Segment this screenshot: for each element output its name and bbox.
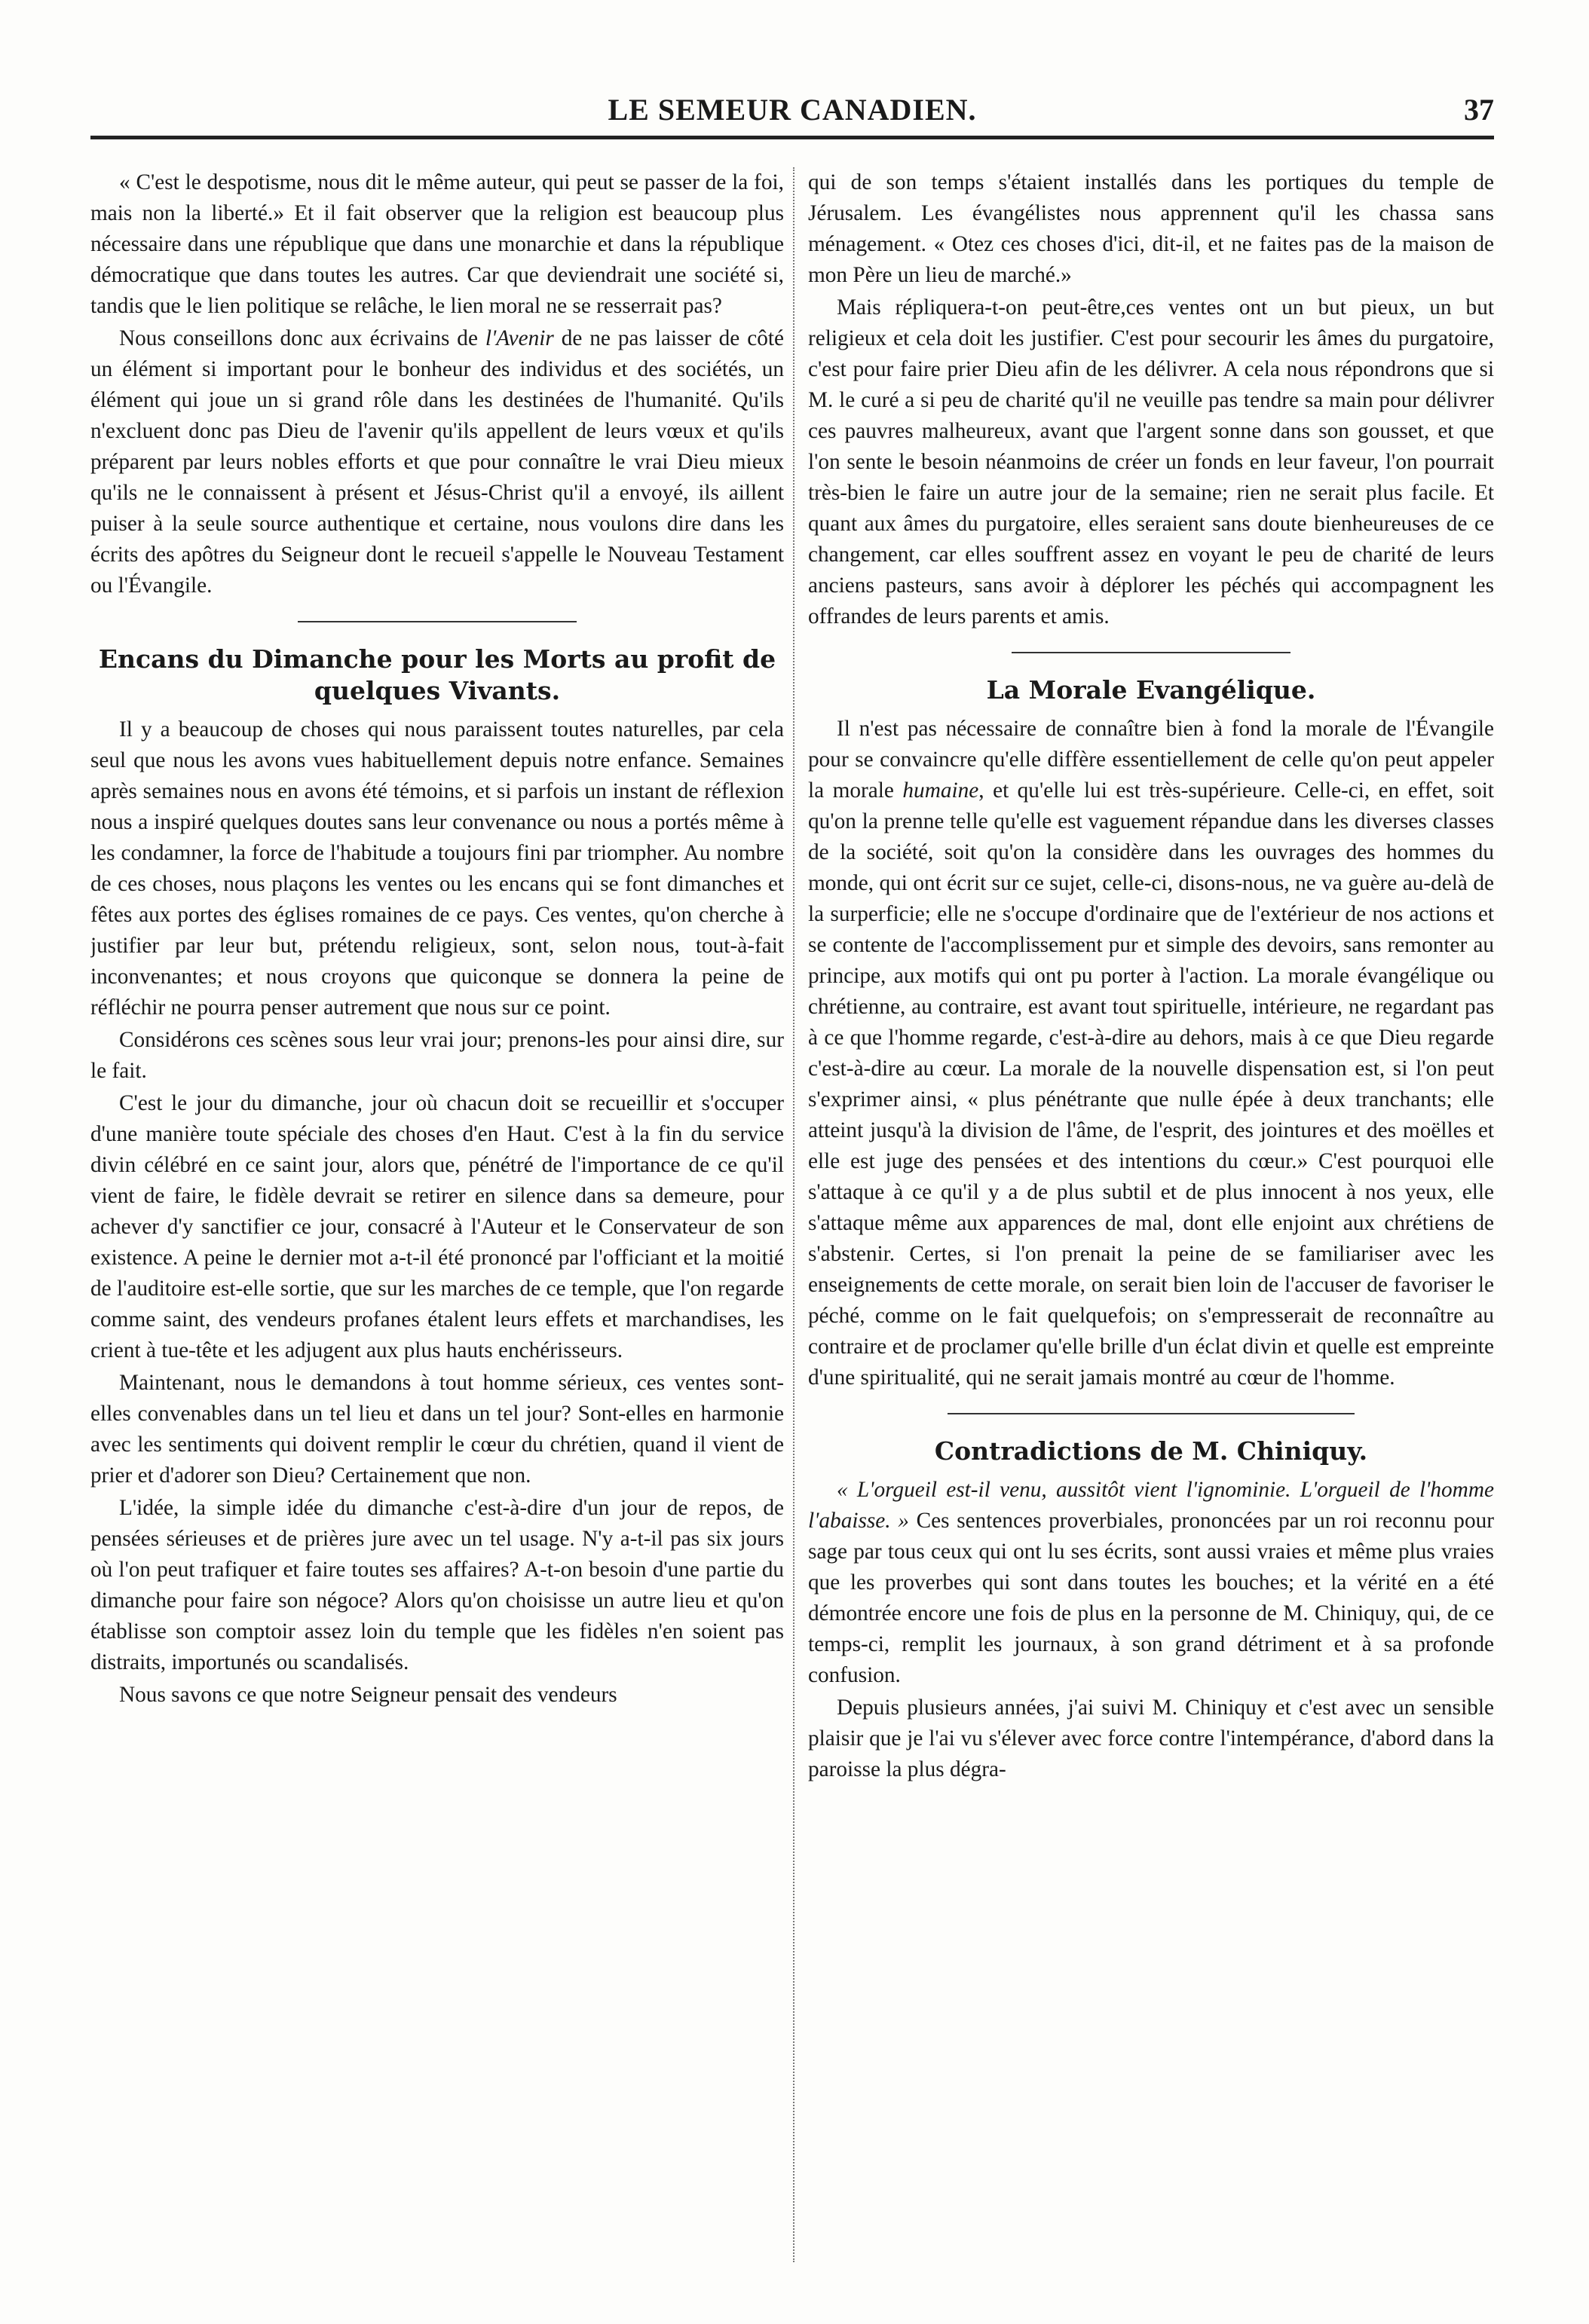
paragraph: Il n'est pas nécessaire de connaître bien à fond la morale de l'Évangile pour se convaincre qu'elle diffère essentiellement de celle qu'on peut appeler la morale humaine, et qu'elle lui est très-supérieure. Celle-ci, en effet, soit qu'on la prenne telle qu'elle est vaguement répandue dans les diverses classes de la société, soit qu'on la considère dans les ouvrages des hommes du monde, qui ont écrit sur ce sujet, celle-ci, disons-nous, ne va guère au-delà de la surperficie; elle ne s'occupe d'ordinaire que de l'extérieur de nos actions et se contente de l'accomplissement pur et simple des devoirs, sans remonter au principe, aux motifs qui ont pu porter à l'action. La morale évangélique ou chrétienne, au contraire, est avant tout spirituelle, intérieure, ne regardant pas à ce que l'homme regarde, c'est-à-dire au dehors, mais à ce que Dieu regarde c'est-à-dire au cœur. La morale de la nouvelle dispensation est, si l'on peut s'exprimer ainsi, « plus pénétrante que nulle épée à deux tranchants; elle atteint jusqu'à la division de l'âme, de l'esprit, des jointures et des moëlles et elle est juge des pensées et des intentions du cœur.» C'est pourquoi elle s'attaque à ce qu'il y a de plus subtil et de plus innocent à nos yeux, elle s'attaque même aux apparences de mal, dont elle enjoint aux chrétiens de s'abstenir. Certes, si l'on prenait la peine de se familiariser avec les enseignements de cette morale, on serait bien loin de l'accuser de favoriser le péché, comme on le fait quelquefois; on s'empresserait de reconnaître au contraire et de proclamer qu'elle brille d'un éclat divin et quelle est empreinte d'une spiritualité, qui ne serait jamais montré au cœur de l'homme. <box>808 717 1494 1390</box>
page-number: 37 <box>1464 93 1494 127</box>
article-title: La Morale Evangélique. <box>986 675 1316 705</box>
paragraph: « C'est le despotisme, nous dit le même auteur, qui peut se passer de la foi, mais non la liberté.» Et il fait observer que la religion est beaucoup plus nécessaire dans une république que dans une monarchie et dans la république démocratique que dans toutes les autres. Car que deviendrait une société si, tandis que le lien politique se relâche, le lien moral ne se resserrait pas? <box>90 170 784 318</box>
paragraph: Maintenant, nous le demandons à tout homme sérieux, ces ventes sont-elles convenables dans un tel lieu et dans un tel jour? Sont-elles en harmonie avec les sentiments qui doivent remplir le cœur du chrétien, quand il vient de prier et d'adorer son Dieu? Certainement que non. <box>90 1371 784 1488</box>
page-header <box>90 89 1494 142</box>
article-title: Contradictions de M. Chiniquy. <box>934 1436 1368 1466</box>
paragraph: Considérons ces scènes sous leur vrai jour; prenons-les pour ainsi dire, sur le fait. <box>90 1028 784 1083</box>
italic-text: l'Avenir <box>485 326 554 350</box>
italic-text: « L'orgueil est-il venu, aussitôt vient l'ignominie. L'orgueil de l'homme l'abaisse. » <box>808 1478 1494 1533</box>
italic-text: humaine <box>902 778 979 803</box>
right-column <box>808 167 1494 2262</box>
section-divider <box>1012 652 1290 653</box>
paragraph: « L'orgueil est-il venu, aussitôt vient l'ignominie. L'orgueil de l'homme l'abaisse. » Ces sentences proverbiales, prononcées par un roi reconnu pour sage par tous ceux qui ont lu ses écrits, sont aussi vraies et même plus vraies que les proverbes qui sont dans toutes les bouches; et la vérité en a été démontrée encore une fois de plus en la personne de M. Chiniquy, qui, de ce temps-ci, remplit les journaux, à son grand détriment et à sa profonde confusion. <box>808 1478 1494 1687</box>
paragraph: Nous savons ce que notre Seigneur pensait des vendeurs <box>119 1683 617 1707</box>
paragraph: qui de son temps s'étaient installés dans les portiques du temple de Jérusalem. Les évangélistes nous apprennent qu'il les chassa sans ménagement. « Otez ces choses d'ici, dit-il, et ne faites pas de la maison de mon Père un lieu de marché.» <box>808 170 1494 287</box>
paragraph: Nous conseillons donc aux écrivains de l'Avenir de ne pas laisser de côté un élément si important pour le bonheur des individus et des sociétés, un élément qui joue un si grand rôle dans les destinées de l'humanité. Qu'ils n'excluent donc pas Dieu de l'avenir qu'ils appellent de leurs vœux et qu'ils préparent par leurs nobles efforts et que pour connaître le vrai Dieu mieux qu'ils ne le connaissent à présent et Jésus-Christ qu'il a envoyé, ils aillent puiser à la seule source authentique et certaine, nous voulons dire dans les écrits des apôtres du Seigneur dont le recueil s'appelle le Nouveau Testament ou l'Évangile. <box>90 326 784 598</box>
article-title: Encans du Dimanche pour les Morts au profit de quelques Vivants. <box>98 644 776 705</box>
column-divider <box>793 167 794 2262</box>
paragraph: Mais répliquera-t-on peut-être,ces ventes ont un but pieux, un but religieux et cela doit les justifier. C'est pour secourir les âmes du purgatoire, c'est pour faire prier Dieu afin de les délivrer. A cela nous répondrons que si M. le curé a si peu de charité qu'il ne veuille pas tendre sa main pour délivrer ces pauvres malheureux, avant que l'argent sonne dans son gousset, et que l'on sente le besoin néanmoins de créer un fonds en leur faveur, l'on pourrait très-bien le faire un autre jour de la semaine; rien ne serait plus facile. Et quant aux âmes du purgatoire, elles seraient sans doute bienheureuses de ce changement, car elles souffrent assez en voyant le peu de charité de leurs anciens pasteurs, sans avoir à déplorer les péchés qui accompagnent les offrandes de leurs parents et amis. <box>808 295 1494 628</box>
section-divider <box>298 621 577 622</box>
left-column <box>90 167 784 2262</box>
paragraph: Depuis plusieurs années, j'ai suivi M. Chiniquy et c'est avec un sensible plaisir que je l'ai vu s'élever avec force contre l'intempérance, d'abord dans la paroisse la plus dégra- <box>808 1696 1494 1781</box>
paragraph: L'idée, la simple idée du dimanche c'est-à-dire d'un jour de repos, de pensées sérieuses et de prières jure avec un tel usage. N'y a-t-il pas six jours où l'on peut trafiquer et faire toutes ses affaires? A-t-on besoin d'une partie du dimanche pour faire son négoce? Alors qu'on choisisse un autre lieu et qu'on établisse son comptoir assez loin du temple que les fidèles n'en soient pas distraits, importunés ou scandalisés. <box>90 1496 784 1674</box>
paragraph: Il y a beaucoup de choses qui nous paraissent toutes naturelles, par cela seul que nous les avons vues habituellement depuis notre enfance. Semaines après semaines nous en avons été témoins, et si parfois un instant de réflexion nous a inspiré quelques doutes sans leur convenance ou nous a portés même à les condamner, la force de l'habitude a toujours fini par triompher. Au nombre de ces choses, nous plaçons les ventes ou les encans qui se font dimanches et fêtes aux portes des églises romaines de ce pays. Ces ventes, qu'on cherche à justifier par leur but, prétendu religieux, sont, selon nous, tout-à-fait inconvenantes; et nous croyons que quiconque se donnera la peine de réfléchir ne pourra penser autrement que nous sur ce point. <box>90 717 784 1020</box>
section-divider <box>948 1413 1355 1414</box>
header-rule <box>90 136 1494 139</box>
running-title: LE SEMEUR CANADIEN. <box>608 93 977 127</box>
paragraph: C'est le jour du dimanche, jour où chacun doit se recueillir et s'occuper d'une manière toute spéciale des choses d'en Haut. C'est à la fin du service divin célébré en ce saint jour, alors que, pénétré de l'importance de ce qu'il vient de faire, le fidèle devrait se retirer en silence dans sa demeure, pour achever d'y sanctifier ce jour, consacré à l'Auteur et le Conservateur de son existence. A peine le dernier mot a-t-il été prononcé par l'officiant et la moitié de l'auditoire est-elle sortie, que sur les marches de ce temple, que l'on regarde comme saint, des vendeurs profanes étalent leurs effets et marchandises, les crient à tue-tête et les adjugent aux plus hauts enchérisseurs. <box>90 1091 784 1362</box>
